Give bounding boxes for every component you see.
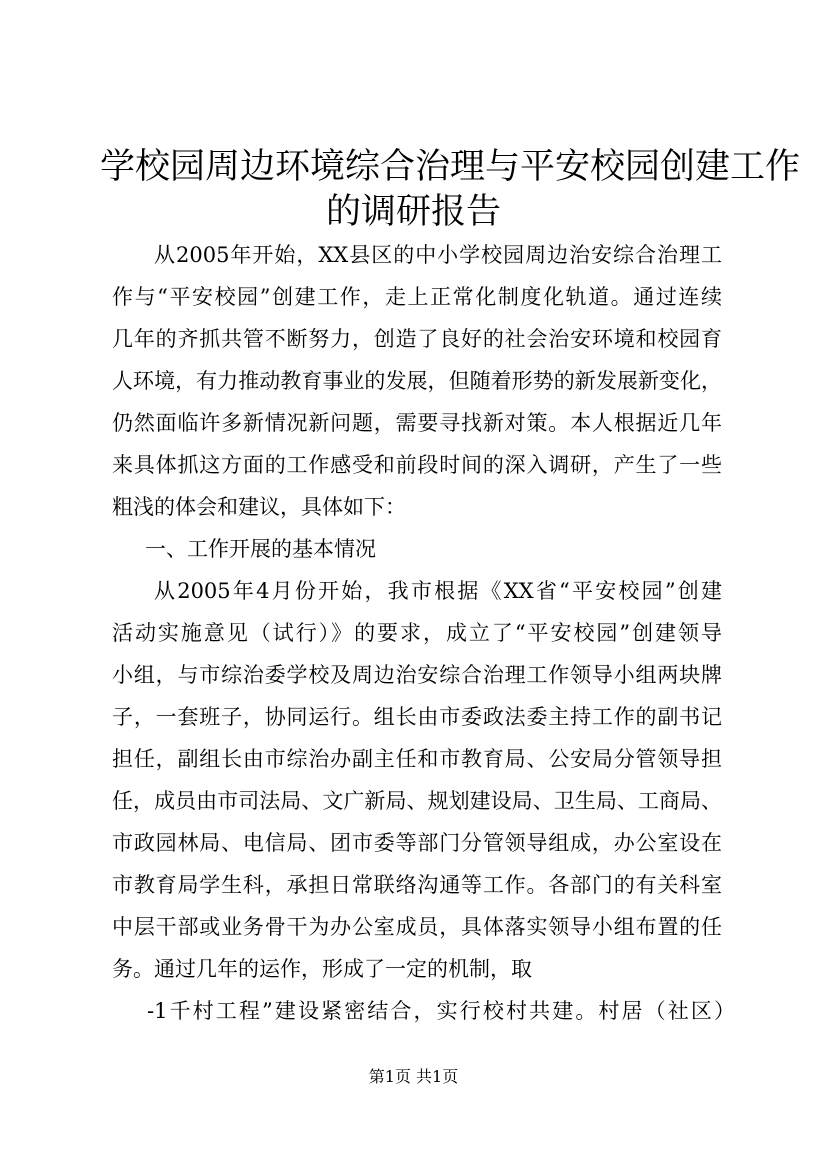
body-line-19: -1千村工程”建设紧密结合，实行校村共建。村居（社区） [147,999,735,1023]
body-line-5: 仍然面临许多新情况新问题，需要寻找新对策。本人根据近几年 [112,411,722,435]
body-line-16: 市教育局学生科，承担日常联络沟通等工作。各部门的有关科室 [112,873,722,897]
body-line-3: 几年的齐抓共管不断努力，创造了良好的社会治安环境和校园育 [112,327,722,351]
body-line-7: 粗浅的体会和建议，具体如下： [112,495,406,519]
body-line-2: 作与“平安校园”创建工作，走上正常化制度化轨道。通过连续 [112,285,722,309]
body-line-11: 小组，与市综治委学校及周边治安综合治理工作领导小组两块牌 [112,663,722,687]
body-line-10: 活动实施意见（试行）》的要求，成立了“平安校园”创建领导 [112,621,722,645]
body-line-9: 从2005年4月份开始，我市根据《XX省“平安校园”创建 [154,579,722,603]
body-line-18: 务。通过几年的运作，形成了一定的机制，取 [112,957,532,981]
body-line-12: 子，一套班子，协同运行。组长由市委政法委主持工作的副书记 [112,705,722,729]
page-footer [0,1067,827,1087]
body-line-13: 担任，副组长由市综治办副主任和市教育局、公安局分管领导担 [112,747,722,771]
document-title-line-2: 的调研报告 [325,192,501,232]
document-title-line-1: 学校园周边环境综合治理与平安校园创建工作 [100,147,801,187]
body-line-6: 来具体抓这方面的工作感受和前段时间的深入调研，产生了一些 [112,453,722,477]
body-line-15: 市政园林局、电信局、团市委等部门分管领导组成，办公室设在 [112,831,722,855]
body-line-1: 从2005年开始，XX县区的中小学校园周边治安综合治理工 [154,243,722,267]
page-number-label: 第1页 共1页 [368,1067,459,1086]
body-line-4: 人环境，有力推动教育事业的发展，但随着形势的新发展新变化， [112,369,722,393]
body-line-17: 中层干部或业务骨干为办公室成员，具体落实领导小组布置的任 [112,915,722,939]
body-line-14: 任，成员由市司法局、文广新局、规划建设局、卫生局、工商局、 [112,789,722,813]
section-heading: 一、工作开展的基本情况 [145,537,376,561]
